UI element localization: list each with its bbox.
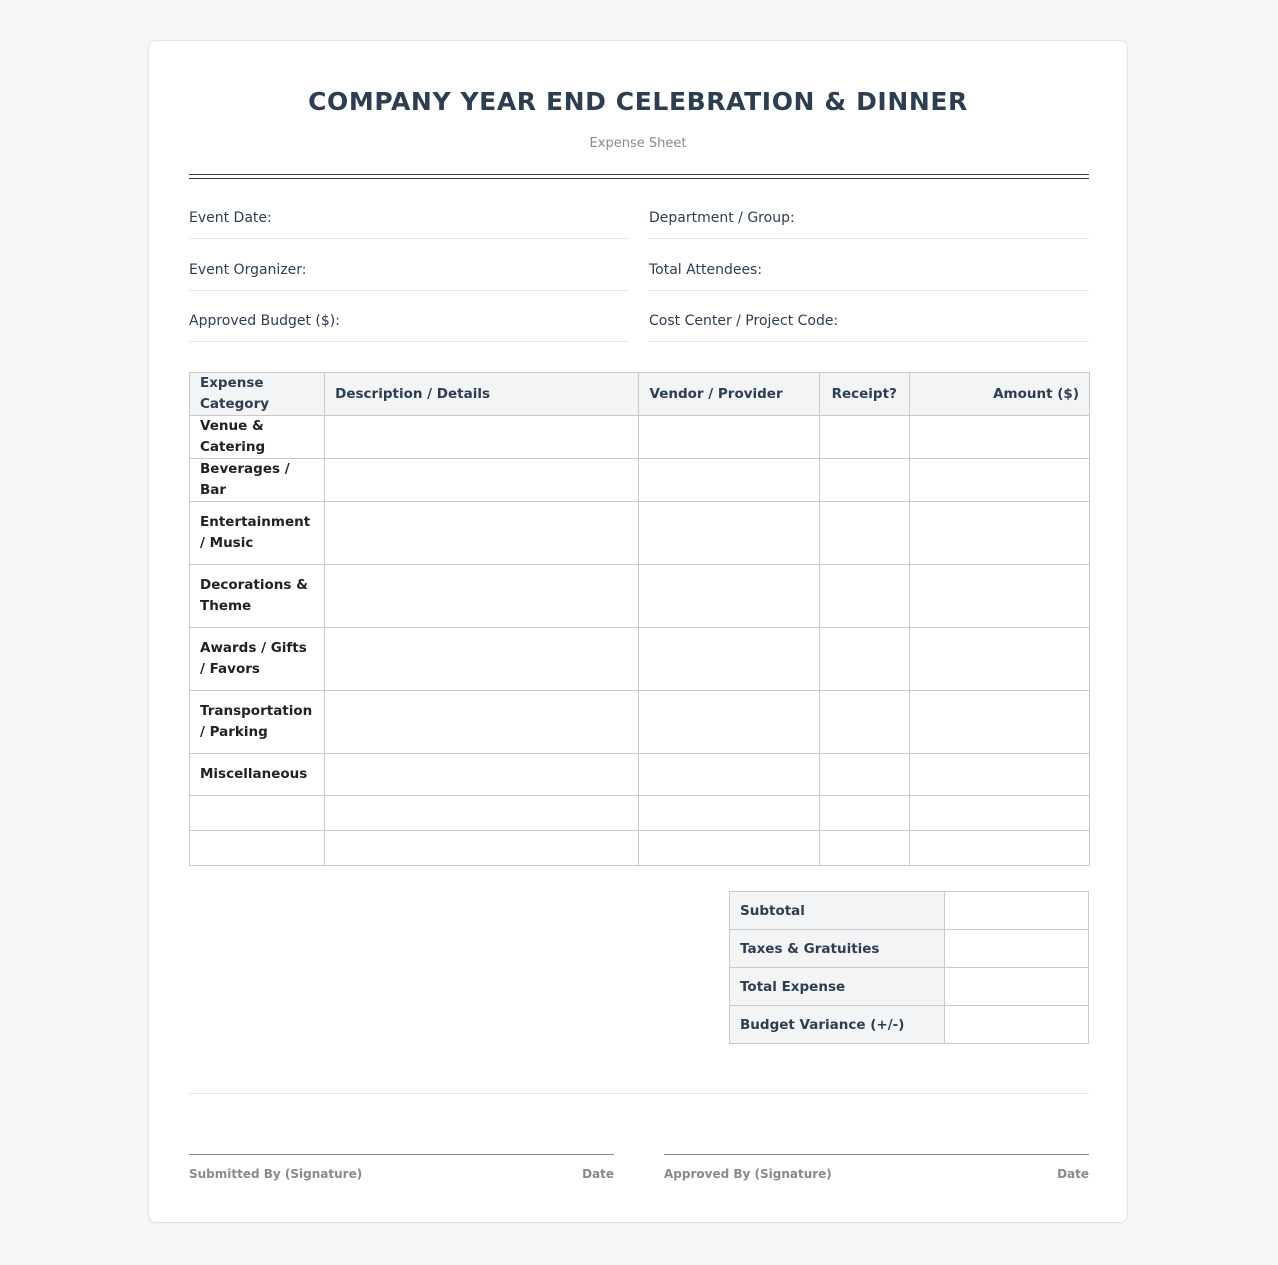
amount-cell[interactable] <box>909 691 1089 754</box>
amount-cell[interactable] <box>909 628 1089 691</box>
cost-center-field[interactable] <box>649 310 1089 342</box>
summary-row <box>730 930 1089 968</box>
budget-label: Approved Budget ($): <box>189 313 340 329</box>
submitted-by-label: Submitted By (Signature) <box>189 1167 363 1181</box>
category-cell: Beverages / Bar <box>190 459 325 502</box>
submitted-date-label: Date <box>582 1167 614 1181</box>
amount-cell[interactable] <box>909 796 1089 831</box>
receipt-cell[interactable] <box>819 459 909 502</box>
amount-cell[interactable] <box>909 459 1089 502</box>
vendor-cell[interactable] <box>639 796 819 831</box>
amount-cell[interactable] <box>909 831 1089 866</box>
vendor-cell[interactable] <box>639 565 819 628</box>
summary-table <box>729 891 1089 1044</box>
category-cell: Venue & Catering <box>190 416 325 459</box>
approved-by-label: Approved By (Signature) <box>664 1167 832 1181</box>
submitted-signature-line[interactable] <box>189 1154 614 1181</box>
table-row <box>190 691 1090 754</box>
header-divider <box>189 174 1089 179</box>
table-row <box>190 831 1090 866</box>
receipt-cell[interactable] <box>819 416 909 459</box>
receipt-cell[interactable] <box>819 831 909 866</box>
department-label: Department / Group: <box>649 210 795 226</box>
receipt-cell[interactable] <box>819 691 909 754</box>
event-date-label: Event Date: <box>189 210 272 226</box>
table-row <box>190 502 1090 565</box>
receipt-cell[interactable] <box>819 565 909 628</box>
vendor-cell[interactable] <box>639 459 819 502</box>
organizer-field[interactable] <box>189 259 629 291</box>
subtotal-label: Subtotal <box>730 892 945 930</box>
vendor-cell[interactable] <box>639 831 819 866</box>
vendor-cell[interactable] <box>639 416 819 459</box>
description-cell[interactable] <box>325 796 639 831</box>
page-subtitle: Expense Sheet <box>589 136 687 151</box>
category-cell: Decorations & Theme <box>190 565 325 628</box>
expense-sheet <box>148 40 1128 1223</box>
table-row <box>190 754 1090 796</box>
header-category: Expense Category <box>190 373 325 416</box>
table-row <box>190 628 1090 691</box>
cost-center-label: Cost Center / Project Code: <box>649 313 839 329</box>
description-cell[interactable] <box>325 416 639 459</box>
taxes-value[interactable] <box>945 930 1089 968</box>
table-row <box>190 565 1090 628</box>
category-cell[interactable] <box>190 796 325 831</box>
category-cell: Miscellaneous <box>190 754 325 796</box>
summary-row <box>730 1006 1089 1044</box>
total-value[interactable] <box>945 968 1089 1006</box>
description-cell[interactable] <box>325 459 639 502</box>
summary-row <box>730 968 1089 1006</box>
description-cell[interactable] <box>325 754 639 796</box>
total-label: Total Expense <box>730 968 945 1006</box>
budget-field[interactable] <box>189 310 629 342</box>
receipt-cell[interactable] <box>819 796 909 831</box>
header-vendor: Vendor / Provider <box>639 373 819 416</box>
organizer-label: Event Organizer: <box>189 262 307 278</box>
expense-table <box>189 372 1090 866</box>
description-cell[interactable] <box>325 565 639 628</box>
table-row <box>190 459 1090 502</box>
receipt-cell[interactable] <box>819 502 909 565</box>
page-title: COMPANY YEAR END CELEBRATION & DINNER <box>308 87 968 116</box>
taxes-label: Taxes & Gratuities <box>730 930 945 968</box>
category-cell[interactable] <box>190 831 325 866</box>
table-row <box>190 796 1090 831</box>
attendees-field[interactable] <box>649 259 1089 291</box>
vendor-cell[interactable] <box>639 628 819 691</box>
event-date-field[interactable] <box>189 207 629 239</box>
description-cell[interactable] <box>325 831 639 866</box>
amount-cell[interactable] <box>909 416 1089 459</box>
footer-divider <box>189 1093 1089 1094</box>
attendees-label: Total Attendees: <box>649 262 763 278</box>
approved-date-label: Date <box>1057 1167 1089 1181</box>
amount-cell[interactable] <box>909 502 1089 565</box>
table-row <box>190 416 1090 459</box>
department-field[interactable] <box>649 207 1089 239</box>
summary-row <box>730 892 1089 930</box>
header-amount: Amount ($) <box>909 373 1089 416</box>
description-cell[interactable] <box>325 628 639 691</box>
category-cell: Awards / Gifts / Favors <box>190 628 325 691</box>
description-cell[interactable] <box>325 691 639 754</box>
receipt-cell[interactable] <box>819 628 909 691</box>
amount-cell[interactable] <box>909 565 1089 628</box>
variance-label: Budget Variance (+/-) <box>730 1006 945 1044</box>
vendor-cell[interactable] <box>639 691 819 754</box>
subtotal-value[interactable] <box>945 892 1089 930</box>
receipt-cell[interactable] <box>819 754 909 796</box>
category-cell: Entertainment / Music <box>190 502 325 565</box>
approved-signature-line[interactable] <box>664 1154 1089 1181</box>
amount-cell[interactable] <box>909 754 1089 796</box>
header-description: Description / Details <box>325 373 639 416</box>
variance-value[interactable] <box>945 1006 1089 1044</box>
vendor-cell[interactable] <box>639 502 819 565</box>
table-header-row <box>190 373 1090 416</box>
vendor-cell[interactable] <box>639 754 819 796</box>
header-receipt: Receipt? <box>819 373 909 416</box>
category-cell: Transportation / Parking <box>190 691 325 754</box>
description-cell[interactable] <box>325 502 639 565</box>
